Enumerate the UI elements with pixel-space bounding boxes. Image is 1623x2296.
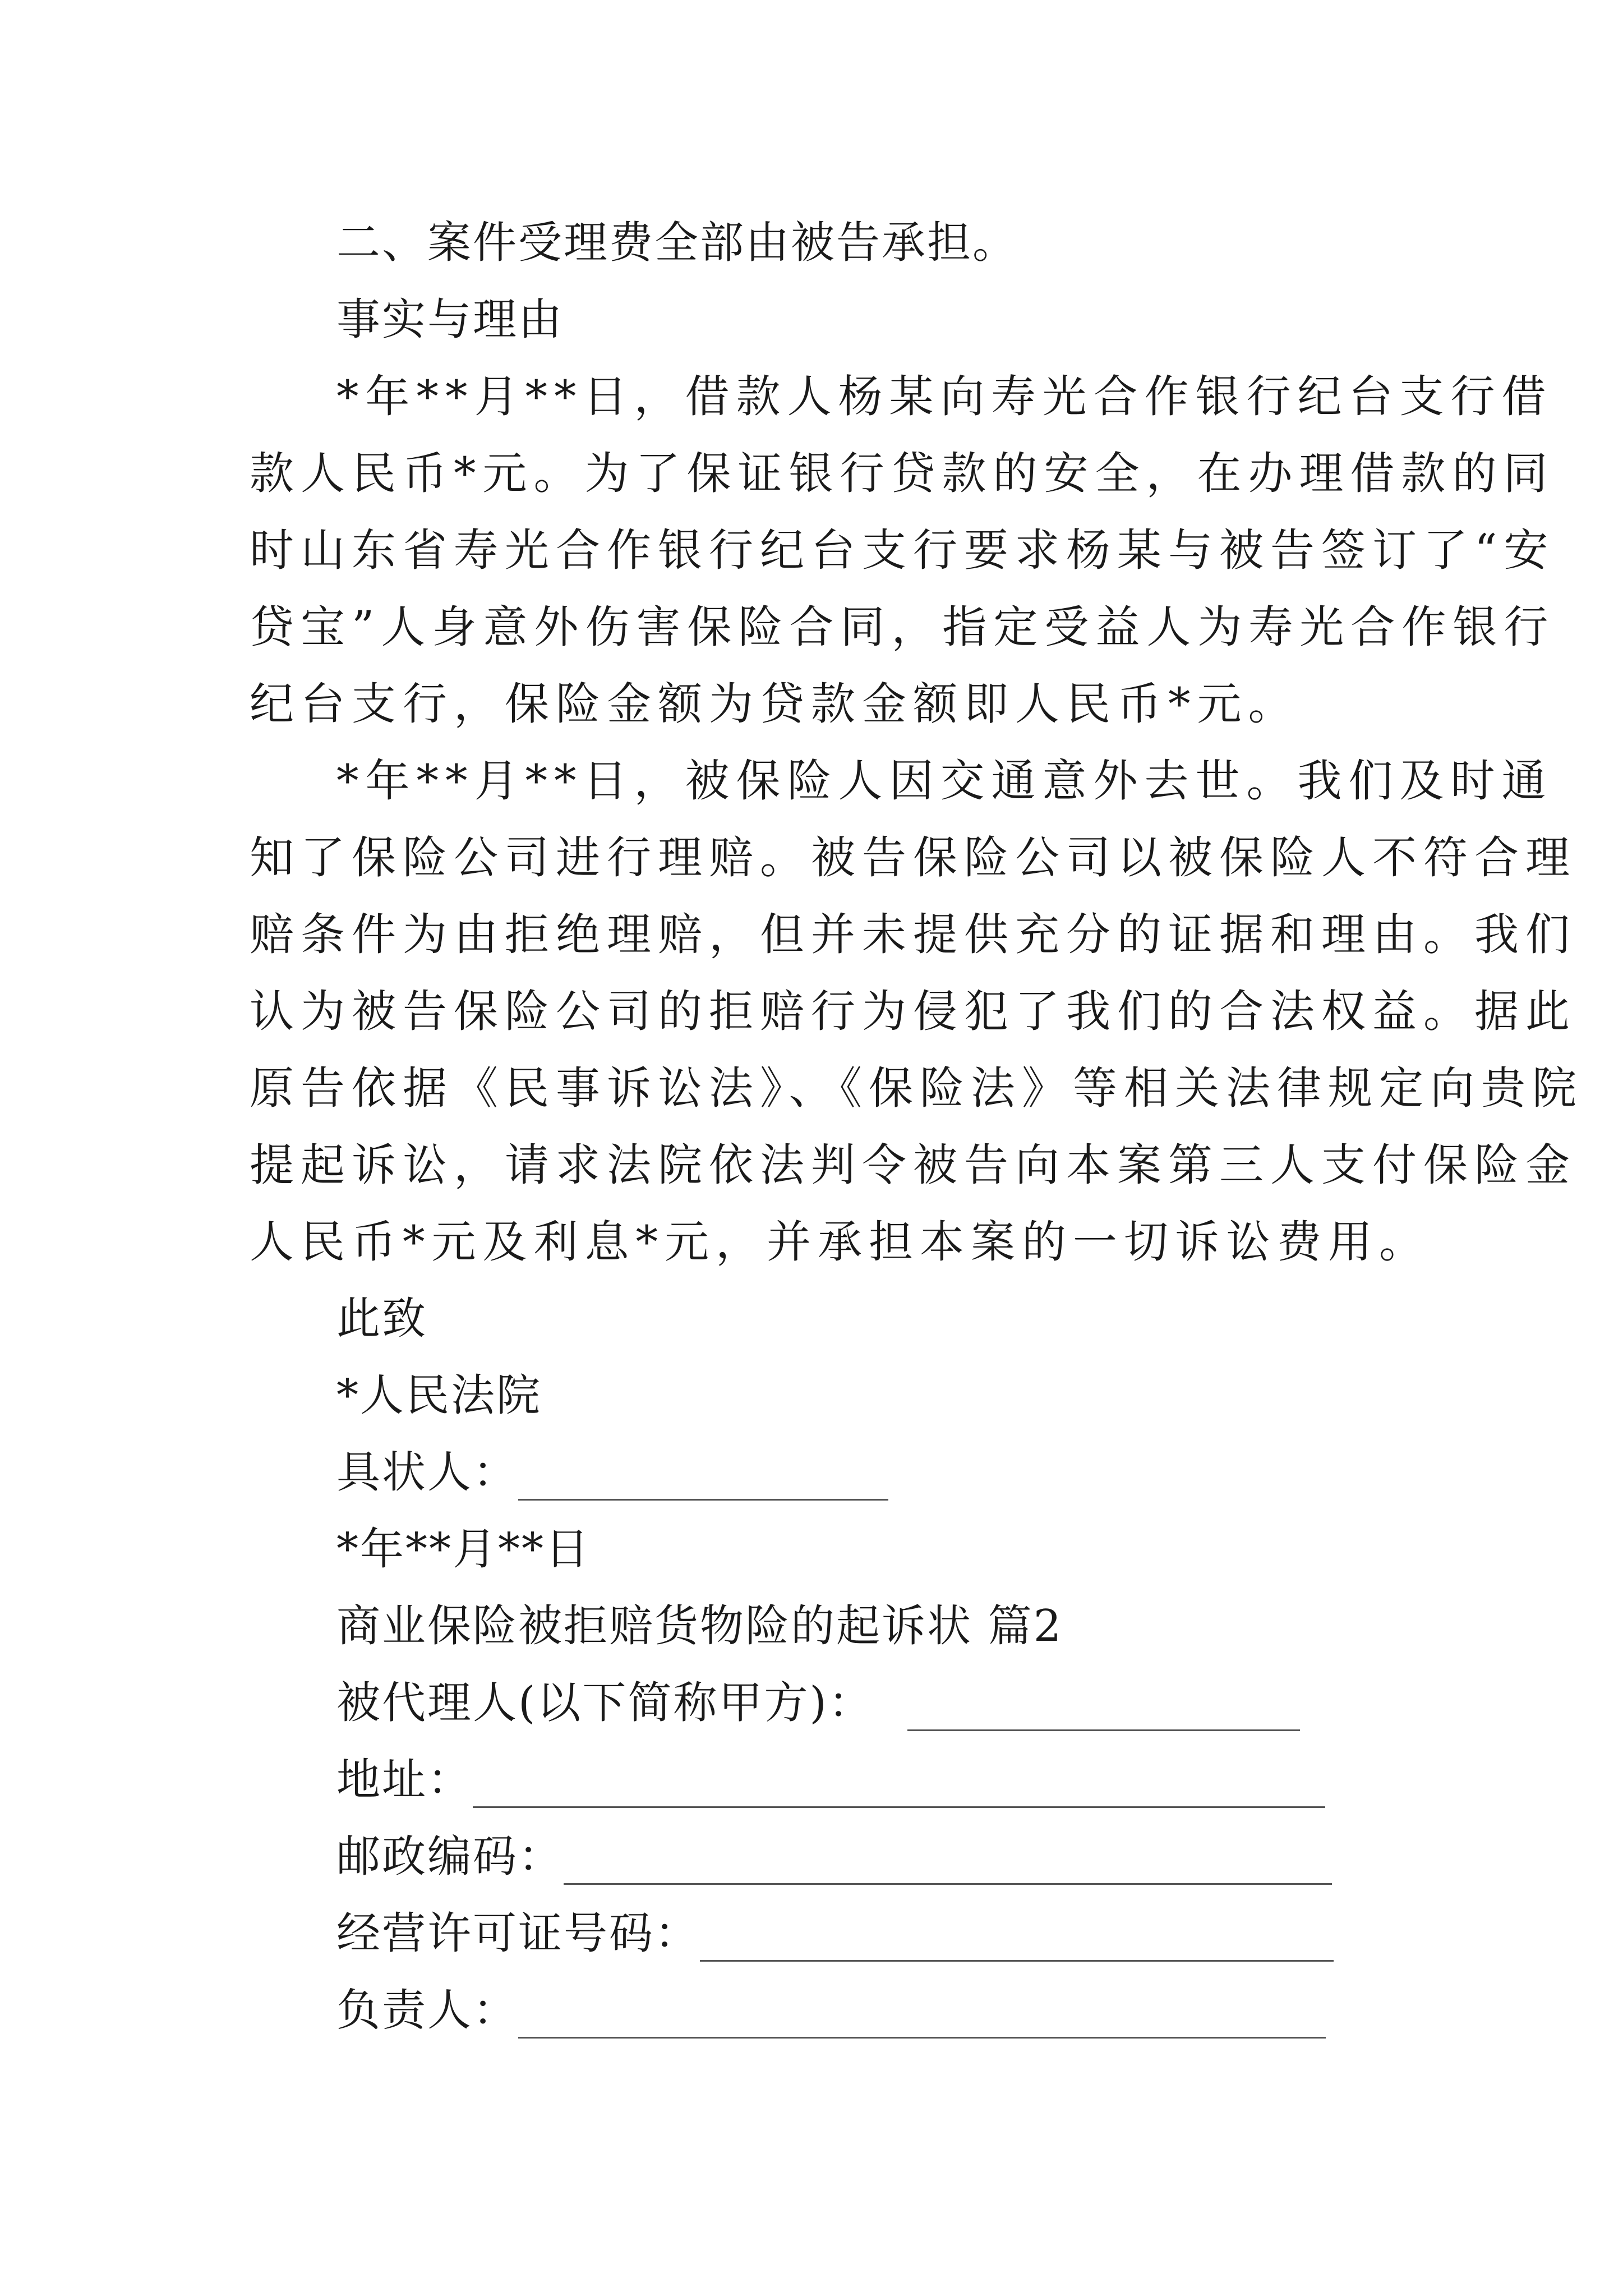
document-body <box>250 205 1583 2049</box>
salutation: 此致 <box>336 1294 428 1344</box>
paragraph-line: 原告依据《民事诉讼法》、《保险法》等相关法律规定向贵院 <box>250 1062 1583 1114</box>
field-blank <box>564 1844 1332 1885</box>
field-blank <box>700 1921 1334 1962</box>
field-blank <box>473 1767 1325 1808</box>
postal-code-field <box>250 1819 1388 1895</box>
field-label: 被代理人(以下简称甲方)： <box>336 1678 874 1728</box>
signer-field <box>250 1434 1388 1511</box>
principal-field <box>250 1665 1388 1742</box>
paragraph-claim <box>250 743 1583 1281</box>
signer-blank <box>518 1460 888 1501</box>
paragraph-line: *年**月**日，借款人杨某向寿光合作银行纪台支行借 <box>336 371 1553 422</box>
paragraph-loan <box>250 358 1555 743</box>
responsible-person-field <box>250 1972 1388 2049</box>
paragraph-line: 赔条件为由拒绝理赔，但并未提供充分的证据和理由。我们 <box>250 909 1576 960</box>
section-heading-facts: 事实与理由 <box>336 295 564 345</box>
paragraph-line: 提起诉讼，请求法院依法判令被告向本案第三人支付保险金 <box>250 1139 1576 1191</box>
paragraph-line: 时山东省寿光合作银行纪台支行要求杨某与被告签订了“安 <box>250 524 1555 576</box>
field-label: 经营许可证号码： <box>336 1908 700 1959</box>
signer-label: 具状人： <box>336 1447 519 1498</box>
paragraph-line: 款人民币*元。为了保证银行贷款的安全，在办理借款的同 <box>250 448 1555 499</box>
field-blank <box>907 1690 1300 1731</box>
field-label: 负责人： <box>336 1985 519 2036</box>
field-label: 邮政编码： <box>336 1832 564 1882</box>
paragraph-line: 认为被告保险公司的拒赔行为侵犯了我们的合法权益。据此 <box>250 986 1576 1037</box>
paragraph-line: 贷宝”人身意外伤害保险合同，指定受益人为寿光合作银行 <box>250 601 1555 653</box>
filing-date: *年**月**日 <box>336 1524 591 1575</box>
paragraph-line: 人民币*元及利息*元，并承担本案的一切诉讼费用。 <box>250 1216 1430 1268</box>
field-label: 地址： <box>336 1755 473 1805</box>
field-blank <box>518 1998 1326 2039</box>
claim-item-2: 二、案件受理费全部由被告承担。 <box>336 218 1018 268</box>
license-number-field <box>250 1895 1388 1972</box>
address-field <box>250 1742 1388 1819</box>
section2-title: 商业保险被拒赔货物险的起诉状 篇2 <box>336 1601 1063 1651</box>
paragraph-line: *年**月**日，被保险人因交通意外去世。我们及时通 <box>336 755 1553 807</box>
court-name: *人民法院 <box>336 1370 542 1421</box>
paragraph-line: 知了保险公司进行理赔。被告保险公司以被保险人不符合理 <box>250 832 1576 884</box>
paragraph-line: 纪台支行，保险金额为贷款金额即人民币*元。 <box>250 678 1299 730</box>
